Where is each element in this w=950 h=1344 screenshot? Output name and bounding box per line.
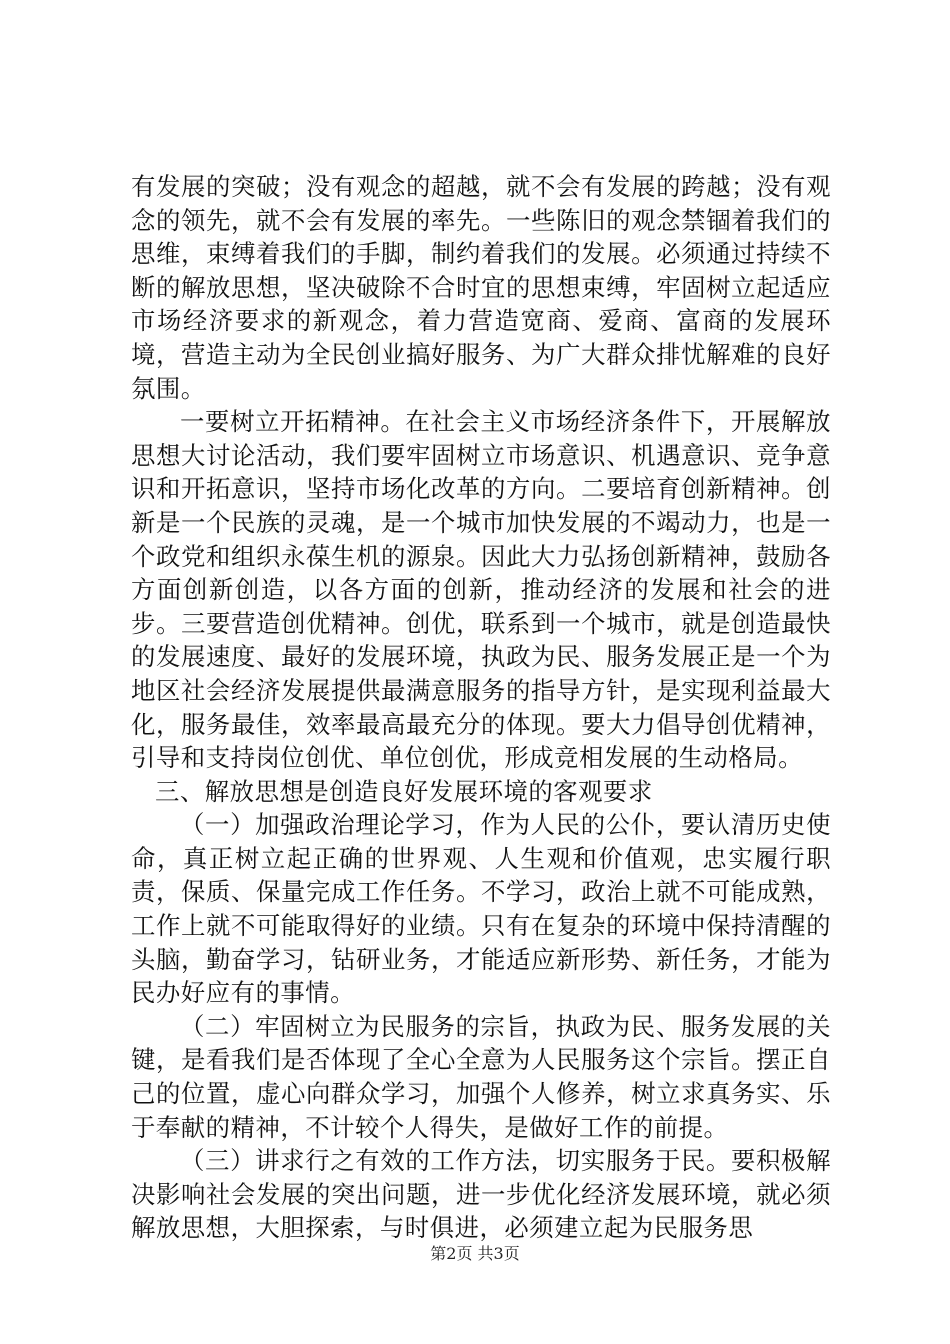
paragraph-spirit: 一要树立开拓精神。在社会主义市场经济条件下，开展解放思想大讨论活动，我们要牢固树立市场意识、机遇意识、竞争意识和开拓意识，坚持市场化改革的方向。二要培育创新精神。创新是一个民族的灵魂，是一个城市加快发展的不竭动力，也是一个政党和组织永葆生机的源泉。因此大力弘扬创新精神，鼓励各方面创新创造，以各方面的创新，推动经济的发展和社会的进步。三要营造创优精神。创优，联系到一个城市，就是创造最快的发展速度、最好的发展环境，执政为民、服务发展正是一个为地区社会经济发展提供最满意服务的指导方针，是实现利益最大化，服务最佳，效率最高最充分的体现。要大力倡导创优精神，引导和支持岗位创优、单位创优，形成竞相发展的生动格局。 xyxy=(131,407,831,773)
paragraph-item-1: （一）加强政治理论学习，作为人民的公仆，要认清历史使命，真正树立起正确的世界观、人生观和价值观，忠实履行职责，保质、保量完成工作任务。不学习，政治上就不可能成熟，工作上就不可能取得好的业绩。只有在复杂的环境中保持清醒的头脑，勤奋学习，钻研业务，才能适应新形势、新任务，才能为民办好应有的事情。 xyxy=(131,810,831,1008)
page-footer: 第2页 共3页 xyxy=(430,1244,520,1263)
document-body xyxy=(131,170,831,1245)
section-heading: 三、解放思想是创造良好发展环境的客观要求 xyxy=(155,776,653,806)
paragraph-item-3: （三）讲求行之有效的工作方法，切实服务于民。要积极解决影响社会发展的突出问题，进一步优化经济发展环境，就必须解放思想，大胆探索，与时俱进，必须建立起为民服务思 xyxy=(131,1146,831,1243)
paragraph-continuation: 有发展的突破；没有观念的超越，就不会有发展的跨越；没有观念的领先，就不会有发展的率先。一些陈旧的观念禁锢着我们的思维，束缚着我们的手脚，制约着我们的发展。必须通过持续不断的解放思想，坚决破除不合时宜的思想束缚，牢固树立起适应市场经济要求的新观念，着力营造宽商、爱商、富商的发展环境，营造主动为全民创业搞好服务、为广大群众排忧解难的良好氛围。 xyxy=(131,172,831,403)
paragraph-item-2: （二）牢固树立为民服务的宗旨，执政为民、服务发展的关键，是看我们是否体现了全心全意为人民服务这个宗旨。摆正自己的位置，虚心向群众学习，加强个人修养，树立求真务实、乐于奉献的精神，不计较个人得失，是做好工作的前提。 xyxy=(131,1011,831,1142)
